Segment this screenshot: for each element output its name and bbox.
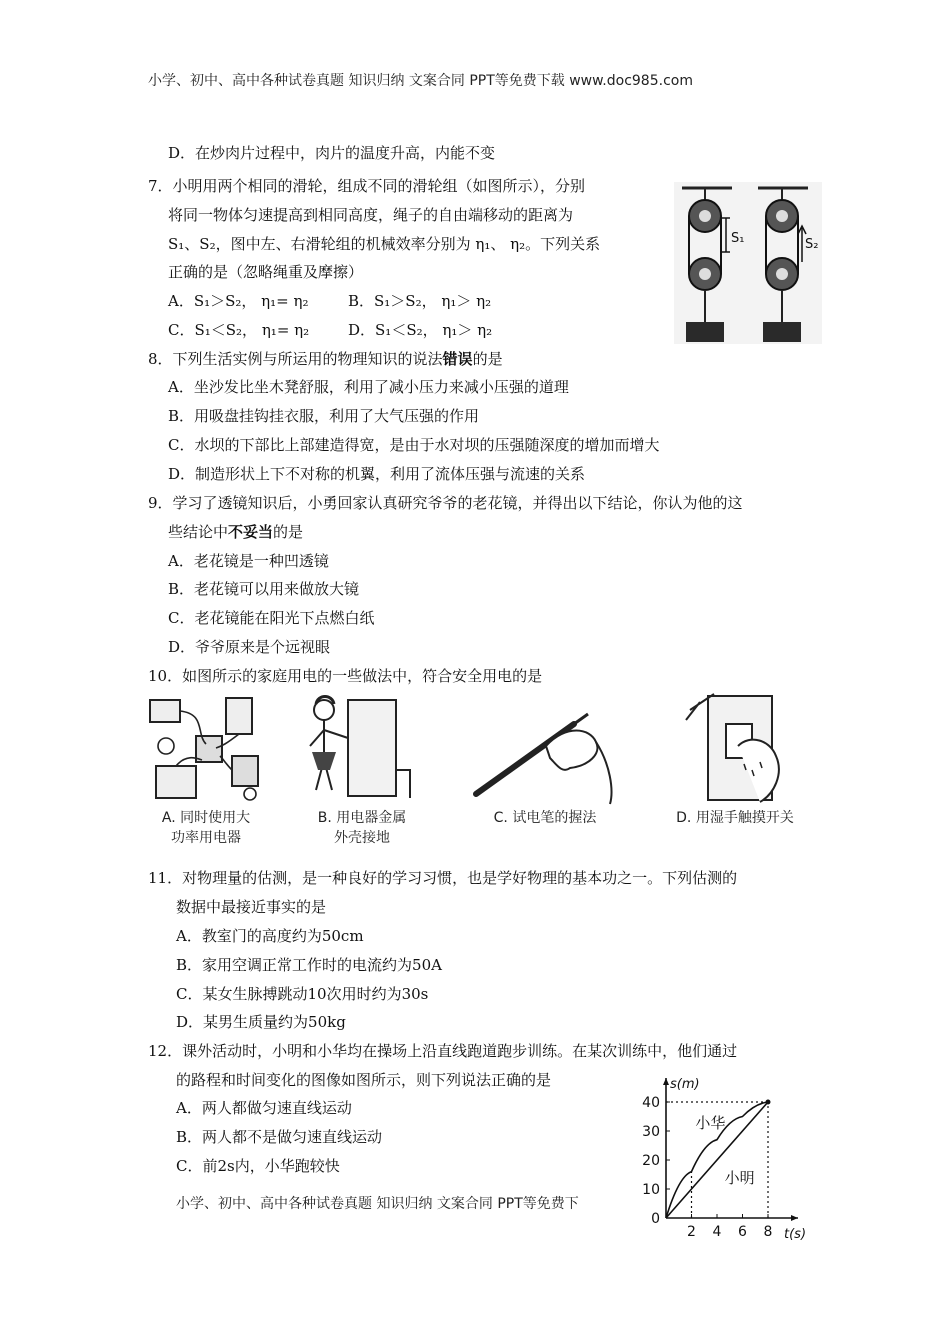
- y-tick-label: 40: [642, 1095, 660, 1111]
- q12-option-c: C．前2s内，小华跑较快: [176, 1157, 340, 1175]
- q7-stem-line4: 正确的是（忽略绳重及摩擦）: [168, 263, 364, 281]
- q8-option-d: D．制造形状上下不对称的机翼，利用了流体压强与流速的关系: [168, 465, 586, 483]
- q10-figure-b: [300, 690, 420, 810]
- q10-caption-d: D. 用湿手触摸开关: [676, 810, 794, 826]
- q12-option-b: B．两人都不是做匀速直线运动: [176, 1128, 383, 1146]
- q11-stem-line2: 数据中最接近事实的是: [176, 898, 327, 916]
- y-tick-label: 30: [642, 1124, 660, 1140]
- q9-stem-line2: [168, 522, 303, 542]
- q10-caption-b: [298, 808, 426, 848]
- q9-stem-pre: 些结论中: [168, 523, 229, 541]
- q11-option-b: B．家用空调正常工作时的电流约为50A: [176, 956, 442, 974]
- q7-option-c: C．S₁＜S₂， η₁= η₂: [168, 321, 310, 339]
- q11-option-a: A．教室门的高度约为50cm: [176, 927, 364, 945]
- y-axis-arrow: [663, 1078, 669, 1085]
- q8-stem: [148, 349, 503, 369]
- q8-stem-post: 的是: [472, 350, 503, 368]
- pulley-figure: [674, 182, 822, 344]
- q8-stem-pre: 8．下列生活实例与所运用的物理知识的说法: [148, 350, 443, 368]
- y-tick-label: 20: [642, 1153, 660, 1169]
- x-tick-label: 4: [712, 1224, 722, 1240]
- x-tick-label: 2: [687, 1224, 696, 1240]
- q7-stem-line1: 7．小明用两个相同的滑轮，组成不同的滑轮组（如图所示），分别: [148, 177, 586, 195]
- q7-option-a: A．S₁＞S₂， η₁= η₂: [168, 292, 309, 310]
- q12-stem-line1: 12．课外活动时，小明和小华均在操场上沿直线跑道跑步训练。在某次训练中，他们通过: [148, 1042, 738, 1060]
- q7-option-d: D．S₁＜S₂， η₁＞ η₂: [348, 321, 493, 339]
- st-graph: [620, 1074, 820, 1246]
- q10-caption-a: [142, 808, 270, 848]
- q10-figure-d: [680, 690, 800, 808]
- q8-option-a: A．坐沙发比坐木凳舒服，利用了减小压力来减小压强的道理: [168, 378, 569, 396]
- q9-stem-emphasis: 不妥当: [228, 523, 274, 541]
- q10-stem: 10．如图所示的家庭用电的一些做法中，符合安全用电的是: [148, 667, 543, 685]
- q8-option-b: B．用吸盘挂钩挂衣服，利用了大气压强的作用: [168, 407, 480, 425]
- q8-option-c: C．水坝的下部比上部建造得宽，是由于水对坝的压强随深度的增加而增大: [168, 436, 660, 454]
- q7-stem-line2: 将同一物体匀速提高到相同高度，绳子的自由端移动的距离为: [168, 206, 574, 224]
- q9-option-a: A．老花镜是一种凹透镜: [168, 552, 329, 570]
- q10-caption-b-line2: 外壳接地: [334, 830, 390, 846]
- x-tick-label: 6: [738, 1224, 747, 1240]
- q9-option-b: B．老花镜可以用来做放大镜: [168, 580, 360, 598]
- x-axis-label: t(s): [784, 1227, 807, 1242]
- q9-stem-post: 的是: [273, 523, 304, 541]
- y-axis-label: s(m): [670, 1077, 700, 1092]
- pulley-label-s2: S₂: [805, 237, 819, 252]
- q10-caption-c: C. 试电笔的握法: [493, 810, 597, 826]
- page-header: 小学、初中、高中各种试卷真题 知识归纳 文案合同 PPT等免费下载 www.doc985.com: [148, 73, 693, 89]
- page-footer: 小学、初中、高中各种试卷真题 知识归纳 文案合同 PPT等免费下: [176, 1196, 579, 1212]
- q6-option-d: D．在炒肉片过程中，肉片的温度升高，内能不变: [168, 144, 496, 162]
- q12-option-a: A．两人都做匀速直线运动: [176, 1099, 352, 1117]
- q10-figure-a: [146, 694, 278, 806]
- q11-option-d: D．某男生质量约为50kg: [176, 1013, 346, 1031]
- series-label-2: 小明: [724, 1169, 755, 1188]
- q7-option-b: B．S₁＞S₂， η₁＞ η₂: [348, 292, 492, 310]
- y-tick-label: 10: [642, 1182, 660, 1198]
- pulley-label-s1: S₁: [731, 231, 745, 246]
- series-label-1: 小华: [695, 1114, 726, 1133]
- q9-stem-line1: 9．学习了透镜知识后，小勇回家认真研究爷爷的老花镜，并得出以下结论，你认为他的这: [148, 494, 743, 512]
- q10-caption-a-line2: 功率用电器: [171, 830, 241, 846]
- q10-figure-c: [470, 694, 620, 806]
- x-tick-label: 8: [763, 1224, 773, 1240]
- q9-option-c: C．老花镜能在阳光下点燃白纸: [168, 609, 375, 627]
- q12-stem-line2: 的路程和时间变化的图像如图所示，则下列说法正确的是: [176, 1071, 552, 1089]
- y-tick-label: 0: [651, 1211, 660, 1227]
- q7-stem-line3: S₁、S₂，图中左、右滑轮组的机械效率分别为 η₁、 η₂。下列关系: [168, 235, 601, 253]
- q10-caption-a-line1: A. 同时使用大: [161, 810, 251, 826]
- q11-option-c: C．某女生脉搏跳动10次用时约为30s: [176, 985, 429, 1003]
- x-axis-arrow: [791, 1215, 798, 1221]
- q8-stem-emphasis: 错误: [442, 350, 473, 368]
- end-point: [766, 1100, 771, 1105]
- q9-option-d: D．爷爷原来是个远视眼: [168, 638, 331, 656]
- q10-caption-b-line1: B. 用电器金属: [317, 810, 407, 826]
- q11-stem-line1: 11．对物理量的估测，是一种良好的学习习惯，也是学好物理的基本功之一。下列估测的: [148, 869, 738, 887]
